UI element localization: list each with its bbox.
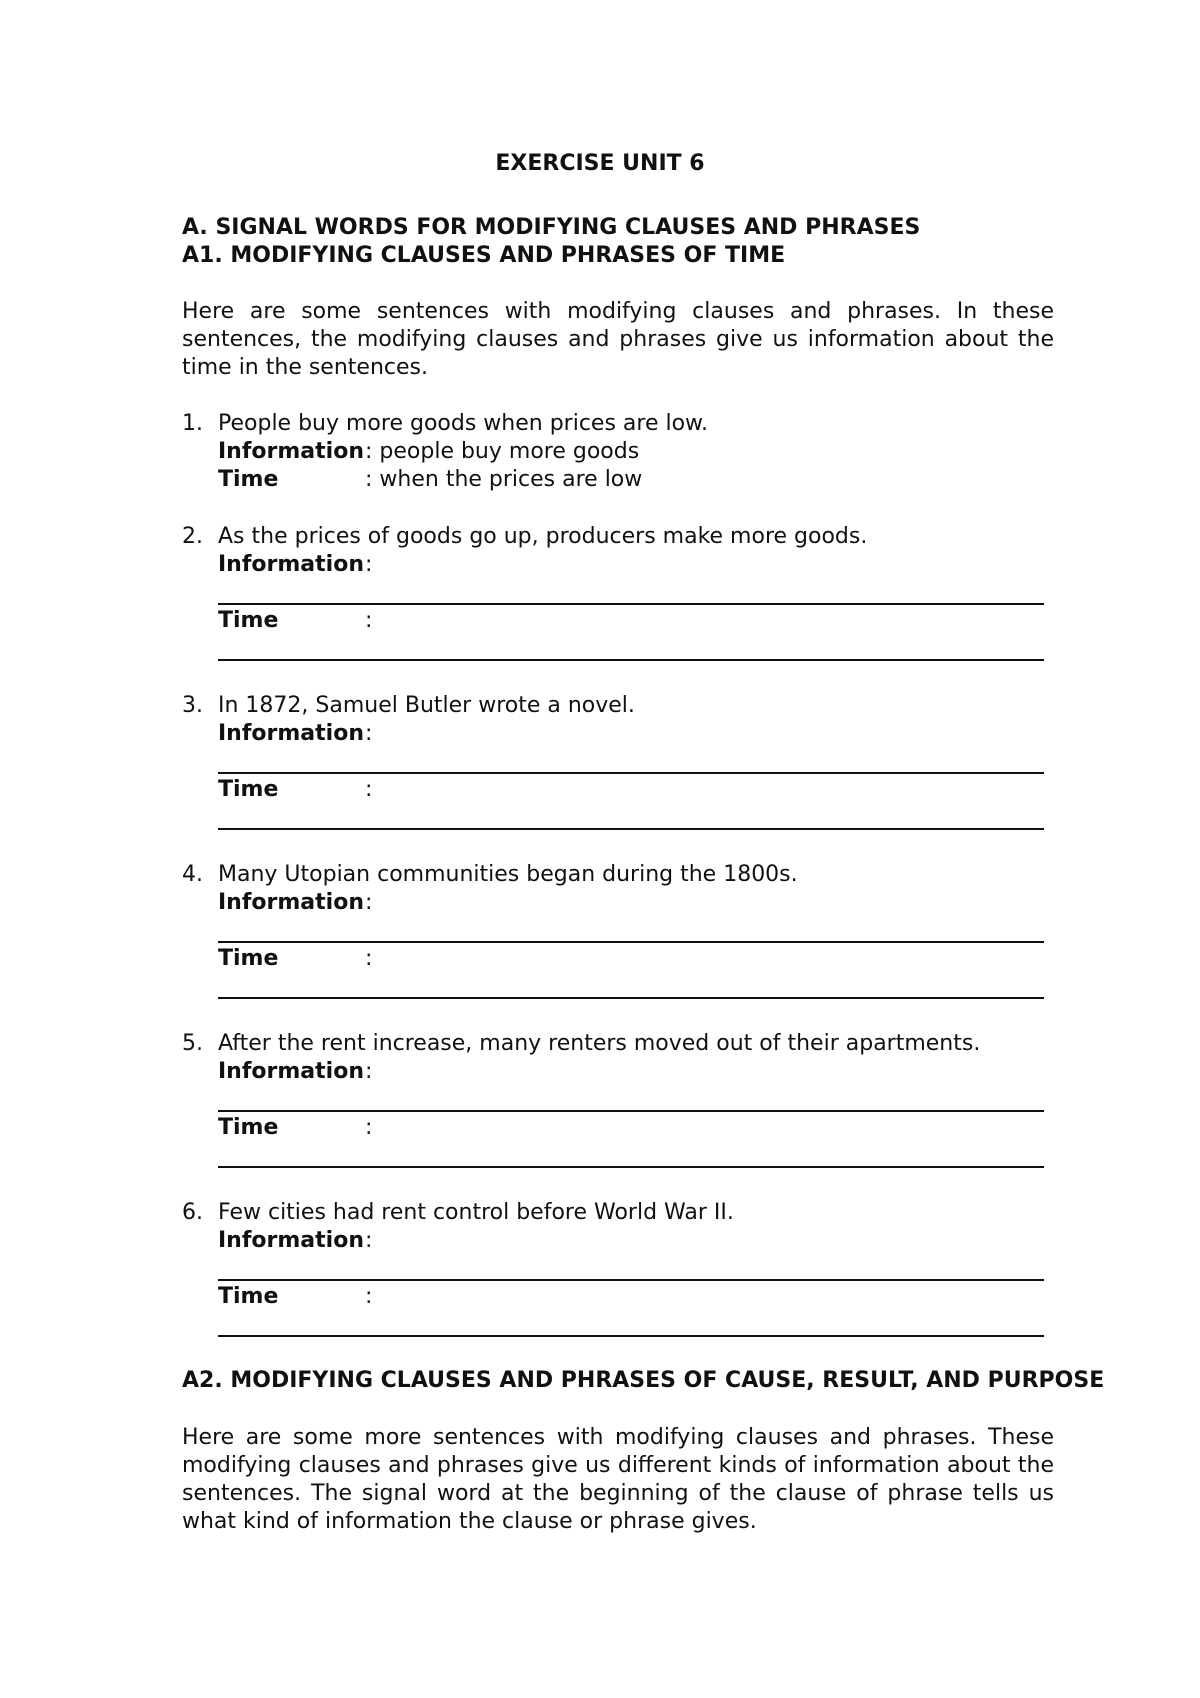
section-a-heading: A. SIGNAL WORDS FOR MODIFYING CLAUSES AND PHRASES: [182, 215, 921, 240]
item-2-information-blank[interactable]: [218, 603, 1044, 605]
item-5-number: 5.: [182, 1031, 203, 1056]
item-5-information-blank[interactable]: [218, 1110, 1044, 1112]
item-4-time-colon: :: [365, 946, 373, 971]
item-5-time-colon: :: [365, 1115, 373, 1140]
item-6-time-label: Time: [218, 1284, 279, 1309]
item-5-information-label: Information: [218, 1059, 364, 1084]
intro-a1-paragraph: Here are some sentences with modifying clauses and phrases. In these sentences, the modifying clauses and phrases give us information about the time in the sentences.: [182, 299, 1054, 380]
item-2-information-colon: :: [365, 552, 373, 577]
item-3-information-colon: :: [365, 721, 373, 746]
item-6-information-blank[interactable]: [218, 1279, 1044, 1281]
item-4-time-label: Time: [218, 946, 279, 971]
item-3-time-colon: :: [365, 777, 373, 802]
item-2-information-label: Information: [218, 552, 364, 577]
section-a2-heading: A2. MODIFYING CLAUSES AND PHRASES OF CAUSE, RESULT, AND PURPOSE: [182, 1368, 1105, 1393]
item-1-time-answer: : when the prices are low: [365, 467, 643, 492]
item-3-information-label: Information: [218, 721, 364, 746]
item-3-number: 3.: [182, 693, 203, 718]
item-6-information-label: Information: [218, 1228, 364, 1253]
item-1-time-label: Time: [218, 467, 279, 492]
section-a1-heading: A1. MODIFYING CLAUSES AND PHRASES OF TIME: [182, 243, 786, 268]
item-3-sentence: In 1872, Samuel Butler wrote a novel.: [218, 693, 635, 718]
item-1-number: 1.: [182, 411, 203, 436]
intro-a2-paragraph: Here are some more sentences with modifying clauses and phrases. These modifying clauses and phrases give us different kinds of information about the sentences. The signal word at the beginning of the clause of phrase tells us what kind of information the clause or phrase gives.: [182, 1425, 1054, 1534]
item-1-sentence: People buy more goods when prices are low.: [218, 411, 709, 436]
item-6-time-colon: :: [365, 1284, 373, 1309]
item-2-time-blank[interactable]: [218, 659, 1044, 661]
item-5-sentence: After the rent increase, many renters moved out of their apartments.: [218, 1031, 981, 1056]
item-2-time-colon: :: [365, 608, 373, 633]
item-2-number: 2.: [182, 524, 203, 549]
item-4-information-blank[interactable]: [218, 941, 1044, 943]
page-title: EXERCISE UNIT 6: [495, 151, 705, 176]
item-4-information-label: Information: [218, 890, 364, 915]
item-3-time-label: Time: [218, 777, 279, 802]
item-5-time-label: Time: [218, 1115, 279, 1140]
item-2-time-label: Time: [218, 608, 279, 633]
item-4-number: 4.: [182, 862, 203, 887]
item-6-time-blank[interactable]: [218, 1335, 1044, 1337]
item-6-information-colon: :: [365, 1228, 373, 1253]
item-2-sentence: As the prices of goods go up, producers make more goods.: [218, 524, 868, 549]
item-1-information-answer: : people buy more goods: [365, 439, 640, 464]
item-4-time-blank[interactable]: [218, 997, 1044, 999]
item-5-time-blank[interactable]: [218, 1166, 1044, 1168]
item-6-number: 6.: [182, 1200, 203, 1225]
item-6-sentence: Few cities had rent control before World War II.: [218, 1200, 734, 1225]
item-4-information-colon: :: [365, 890, 373, 915]
item-1-information-label: Information: [218, 439, 364, 464]
item-3-time-blank[interactable]: [218, 828, 1044, 830]
item-4-sentence: Many Utopian communities began during the 1800s.: [218, 862, 798, 887]
item-5-information-colon: :: [365, 1059, 373, 1084]
item-3-information-blank[interactable]: [218, 772, 1044, 774]
